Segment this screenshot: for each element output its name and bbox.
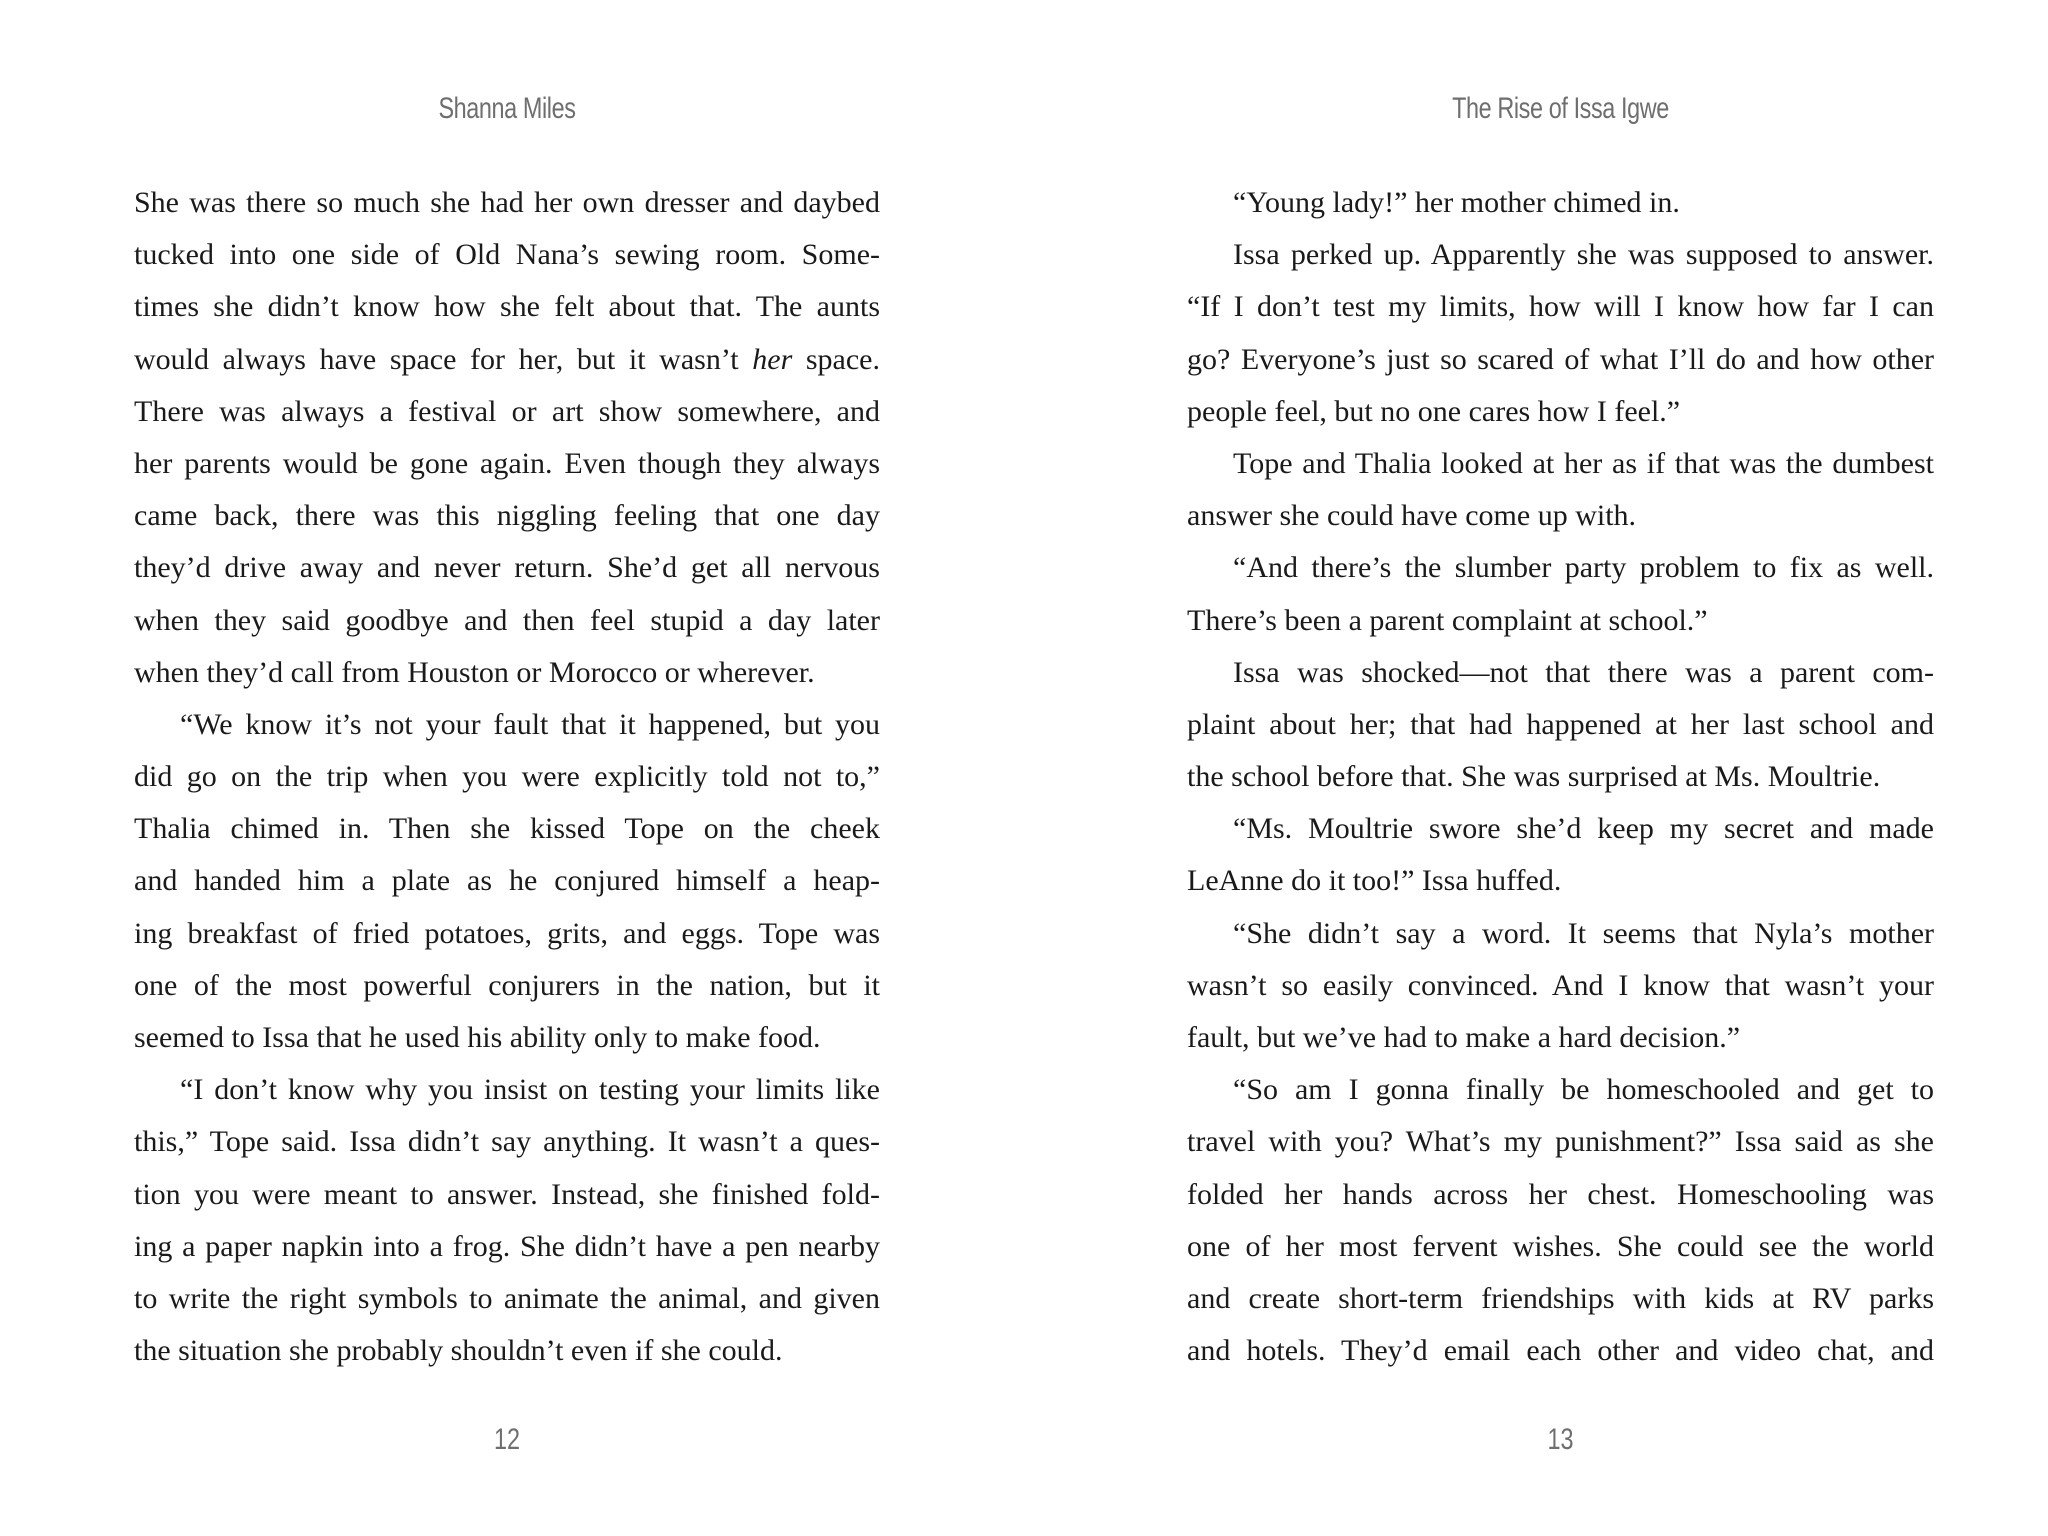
text-line: She was there so much she had her own dresser and daybed bbox=[134, 186, 880, 219]
text-line: did go on the trip when you were explicitly told not to,” bbox=[134, 760, 880, 794]
text-line: times she didn’t know how she felt about that. The aunts bbox=[134, 290, 880, 324]
right-body-text bbox=[1187, 177, 1934, 1377]
text-line: they’d drive away and never return. She’d get all nervous bbox=[134, 551, 880, 585]
text-line: tion you were meant to answer. Instead, she finished fold- bbox=[134, 1177, 880, 1211]
text-line: plaint about her; that had happened at her last school and bbox=[1187, 707, 1934, 741]
text-line: came back, there was this niggling feeling that one day bbox=[134, 499, 880, 533]
text-line: travel with you? What’s my punishment?” Issa said as she bbox=[1187, 1125, 1934, 1159]
text-line: to write the right symbols to animate the animal, and given bbox=[134, 1281, 880, 1315]
text-line: There’s been a parent complaint at school.” bbox=[1187, 603, 1708, 637]
page-number-right: 13 bbox=[1547, 1423, 1574, 1456]
text-line: ing breakfast of fried potatoes, grits, and eggs. Tope was bbox=[134, 916, 880, 950]
text-line: Tope and Thalia looked at her as if that was the dumbest bbox=[1233, 446, 1934, 480]
text-line: one of her most fervent wishes. She could see the world bbox=[1187, 1229, 1934, 1263]
text-line: “I don’t know why you insist on testing your limits like bbox=[180, 1073, 880, 1107]
right-page bbox=[1187, 0, 1934, 1536]
text-line: the school before that. She was surprised at Ms. Moultrie. bbox=[1187, 760, 1881, 794]
text-line: LeAnne do it too!” Issa huffed. bbox=[1187, 864, 1562, 898]
text-line: “Young lady!” her mother chimed in. bbox=[1233, 186, 1680, 219]
text-line: “She didn’t say a word. It seems that Nyla’s mother bbox=[1233, 916, 1934, 950]
text-line: and hotels. They’d email each other and video chat, and bbox=[1187, 1334, 1934, 1368]
text-line: “And there’s the slumber party problem to fix as well. bbox=[1233, 551, 1934, 585]
text-line: There was always a festival or art show somewhere, and bbox=[134, 394, 880, 428]
text-line: “Ms. Moultrie swore she’d keep my secret and made bbox=[1233, 812, 1934, 846]
text-line: her parents would be gone again. Even though they always bbox=[134, 446, 880, 480]
text-line: “We know it’s not your fault that it happened, but you bbox=[180, 707, 880, 741]
text-line: Thalia chimed in. Then she kissed Tope on the cheek bbox=[134, 812, 880, 846]
text-line: folded her hands across her chest. Homeschooling was bbox=[1187, 1177, 1934, 1211]
text-line: and handed him a plate as he conjured himself a heap- bbox=[134, 864, 880, 898]
text-line: when they’d call from Houston or Morocco or wherever. bbox=[134, 655, 815, 689]
text-line: people feel, but no one cares how I feel.” bbox=[1187, 394, 1681, 428]
text-line: fault, but we’ve had to make a hard decision.” bbox=[1187, 1021, 1741, 1054]
text-line: Issa was shocked—not that there was a parent com- bbox=[1233, 655, 1934, 689]
text-line: wasn’t so easily convinced. And I know that wasn’t your bbox=[1187, 968, 1934, 1002]
text-line: “So am I gonna finally be homeschooled and get to bbox=[1233, 1073, 1934, 1107]
text-line: this,” Tope said. Issa didn’t say anything. It wasn’t a ques- bbox=[134, 1125, 880, 1159]
text-line: when they said goodbye and then feel stupid a day later bbox=[134, 603, 880, 637]
text-line: one of the most powerful conjurers in the nation, but it bbox=[134, 968, 880, 1002]
text-line: Issa perked up. Apparently she was supposed to answer. bbox=[1233, 238, 1934, 272]
text-line: would always have space for her, but it wasn’t her space. bbox=[134, 342, 880, 376]
text-line: and create short-term friendships with kids at RV parks bbox=[1187, 1281, 1934, 1315]
emphasis-text: her bbox=[752, 342, 793, 376]
text-line: “If I don’t test my limits, how will I know how far I can bbox=[1187, 290, 1934, 324]
text-line: go? Everyone’s just so scared of what I’ll do and how other bbox=[1187, 342, 1934, 376]
text-line: answer she could have come up with. bbox=[1187, 499, 1637, 533]
text-line: tucked into one side of Old Nana’s sewing room. Some- bbox=[134, 238, 880, 272]
text-line: seemed to Issa that he used his ability only to make food. bbox=[134, 1021, 821, 1054]
page-number-left: 12 bbox=[493, 1423, 521, 1456]
text-line: the situation she probably shouldn’t even if she could. bbox=[134, 1334, 783, 1368]
left-page bbox=[134, 0, 880, 1536]
left-body-text bbox=[134, 177, 880, 1377]
running-head-title: The Rise of Issa Igwe bbox=[1452, 92, 1669, 125]
text-line: ing a paper napkin into a frog. She didn’t have a pen nearby bbox=[134, 1229, 880, 1263]
running-head-author: Shanna Miles bbox=[438, 92, 576, 125]
